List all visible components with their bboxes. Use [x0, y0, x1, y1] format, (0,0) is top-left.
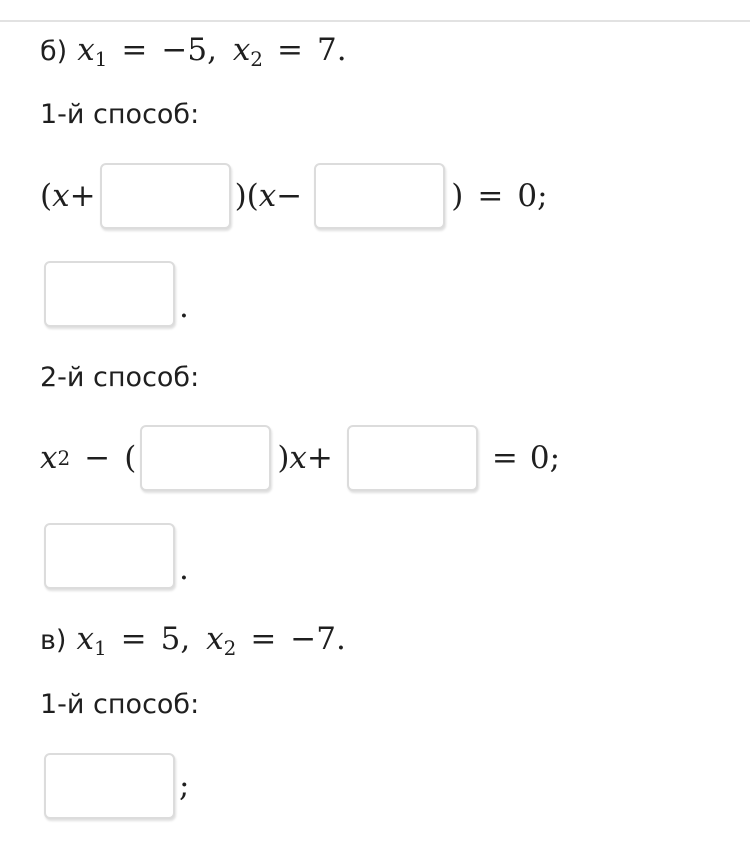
result-2-row	[44, 523, 189, 589]
eq1-paren-pair: )(	[234, 178, 259, 214]
section-v-roots: $x_1 = 5$, $x_2 = -7$.	[76, 620, 346, 660]
eq2-rhs: 0;	[529, 440, 561, 476]
result-1-row	[44, 261, 189, 327]
eq1-plus: +	[69, 178, 96, 214]
method-2-b-heading	[40, 357, 199, 397]
eq2-minus: −	[84, 440, 111, 476]
eq1-rhs: 0;	[517, 178, 548, 214]
eq1-equals: =	[477, 178, 504, 214]
equation-2: x 2 − ( ) x + = 0;	[40, 425, 560, 491]
method-2-b-title: 2-й способ:	[40, 361, 200, 393]
eq2-coefficient-input[interactable]	[140, 425, 271, 491]
result-1-input[interactable]	[44, 261, 175, 327]
section-b-x1-value: −5,	[161, 31, 217, 68]
method-1-v-heading	[40, 684, 199, 724]
section-v-x1-value: 5,	[160, 620, 191, 657]
eq2-constant-input[interactable]	[347, 425, 478, 491]
section-b-heading	[40, 26, 347, 76]
result-2-input[interactable]	[44, 523, 175, 589]
result-3-input[interactable]	[44, 753, 175, 819]
method-1-v-title: 1-й способ:	[40, 688, 200, 720]
method-1-b-title: 1-й способ:	[40, 98, 200, 130]
eq1-close-paren: )	[451, 178, 464, 214]
top-divider	[0, 20, 750, 22]
eq2-plus: +	[306, 440, 333, 476]
eq1-open-paren: (	[40, 178, 53, 214]
eq2-open-paren: (	[124, 440, 137, 476]
section-v-letter: в)	[40, 624, 67, 656]
section-b-roots: $x_1 = -5$, $x_2 = 7$.	[77, 31, 347, 71]
eq2-close-paren: )	[277, 440, 290, 476]
section-b-letter: б)	[40, 35, 68, 67]
section-v-heading	[40, 615, 346, 665]
section-v-x2-value: −7.	[290, 620, 346, 657]
result-3-suffix: ;	[179, 768, 190, 804]
eq1-answer-input-1[interactable]	[100, 163, 231, 229]
result-2-suffix: .	[179, 551, 189, 587]
result-3-row	[44, 753, 189, 819]
method-1-b-heading	[40, 94, 199, 134]
eq1-answer-input-2[interactable]	[314, 163, 445, 229]
equation-1: ( x + )( x − ) = 0;	[40, 163, 548, 229]
result-1-suffix: .	[179, 289, 189, 325]
eq1-minus: −	[276, 178, 303, 214]
section-b-x2-value: 7.	[317, 31, 347, 68]
eq2-equals: =	[491, 440, 518, 476]
